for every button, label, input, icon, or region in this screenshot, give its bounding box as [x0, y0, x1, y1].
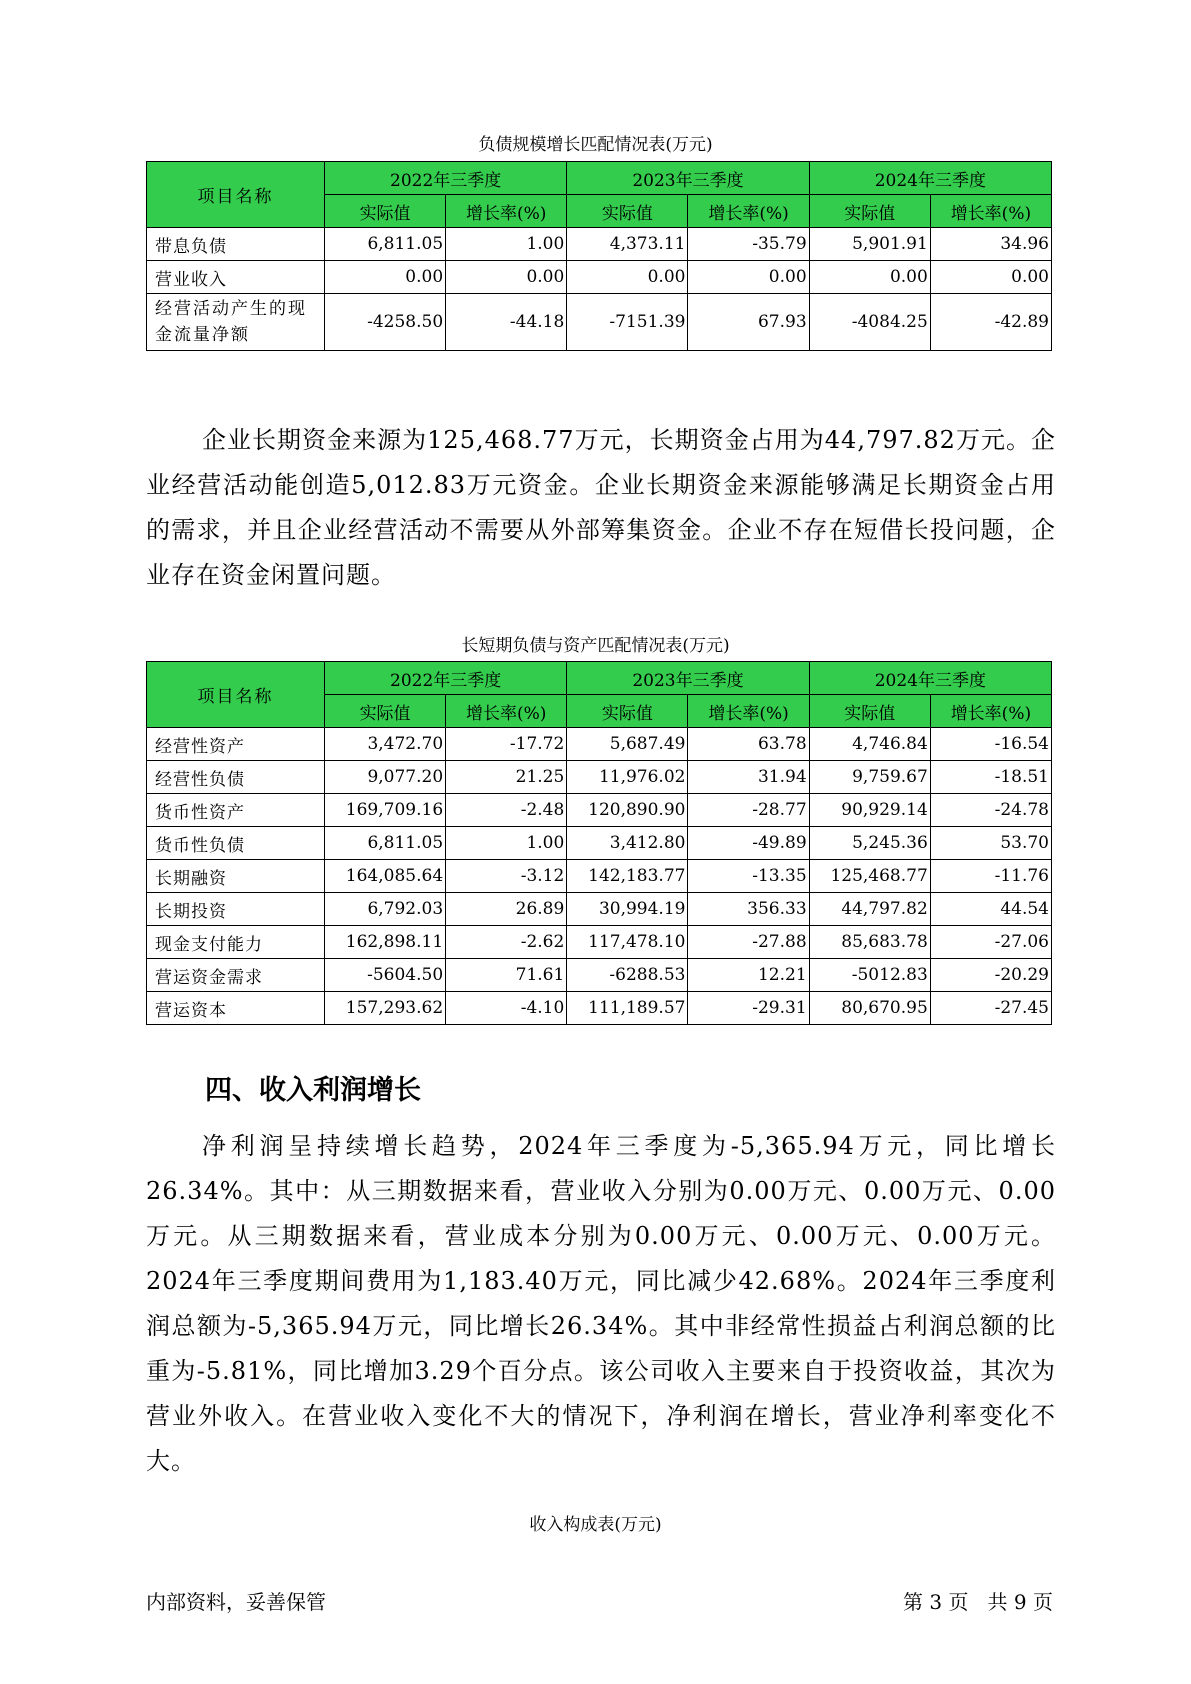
cell-value: 53.70 — [930, 827, 1051, 860]
cell-value: -44.18 — [446, 294, 567, 351]
cell-value: 0.00 — [809, 261, 930, 294]
period-header: 2023年三季度 — [567, 162, 809, 195]
cell-value: 6,811.05 — [324, 827, 445, 860]
cell-value: 5,687.49 — [567, 728, 688, 761]
row-label: 货币性负债 — [147, 827, 325, 860]
row-label: 营业收入 — [147, 261, 325, 294]
cell-value: -2.48 — [446, 794, 567, 827]
cell-value: 5,245.36 — [809, 827, 930, 860]
table-row — [147, 992, 1052, 1025]
cell-value: 142,183.77 — [567, 860, 688, 893]
cell-value: -42.89 — [930, 294, 1051, 351]
cell-value: 67.93 — [688, 294, 809, 351]
cell-value: -27.88 — [688, 926, 809, 959]
cell-value: -4084.25 — [809, 294, 930, 351]
table-row — [147, 794, 1052, 827]
cell-value: 0.00 — [567, 261, 688, 294]
cell-value: 85,683.78 — [809, 926, 930, 959]
period-header: 2024年三季度 — [809, 662, 1051, 695]
cell-value: 9,759.67 — [809, 761, 930, 794]
cell-value: 80,670.95 — [809, 992, 930, 1025]
cell-value: 11,976.02 — [567, 761, 688, 794]
table-row — [147, 860, 1052, 893]
cell-value: 4,373.11 — [567, 228, 688, 261]
row-label: 经营性负债 — [147, 761, 325, 794]
cell-value: -27.06 — [930, 926, 1051, 959]
cell-value: -29.31 — [688, 992, 809, 1025]
row-label: 带息负债 — [147, 228, 325, 261]
cell-value: 1.00 — [446, 827, 567, 860]
period-header: 2022年三季度 — [324, 662, 566, 695]
cell-value: -4.10 — [446, 992, 567, 1025]
debt-asset-matching-table — [146, 661, 1052, 1025]
cell-value: -20.29 — [930, 959, 1051, 992]
cell-value: 4,746.84 — [809, 728, 930, 761]
cell-value: -24.78 — [930, 794, 1051, 827]
cell-value: 9,077.20 — [324, 761, 445, 794]
period-header: 2022年三季度 — [324, 162, 566, 195]
cell-value: -16.54 — [930, 728, 1051, 761]
cell-value: 0.00 — [688, 261, 809, 294]
cell-value: 44,797.82 — [809, 893, 930, 926]
cell-value: 34.96 — [930, 228, 1051, 261]
actual-value-header: 实际值 — [324, 195, 445, 228]
table3-caption: 收入构成表(万元) — [529, 1515, 662, 1535]
cell-value: -2.62 — [446, 926, 567, 959]
actual-value-header: 实际值 — [809, 195, 930, 228]
cell-value: 12.21 — [688, 959, 809, 992]
row-label: 长期投资 — [147, 893, 325, 926]
row-label: 经营性资产 — [147, 728, 325, 761]
item-name-header: 项目名称 — [147, 662, 325, 728]
actual-value-header: 实际值 — [809, 695, 930, 728]
cell-value: 31.94 — [688, 761, 809, 794]
cell-value: 111,189.57 — [567, 992, 688, 1025]
cell-value: -5604.50 — [324, 959, 445, 992]
growth-rate-header: 增长率(%) — [688, 195, 809, 228]
cell-value: -6288.53 — [567, 959, 688, 992]
cell-value: 0.00 — [446, 261, 567, 294]
table-row — [147, 228, 1052, 261]
table2-caption: 长短期负债与资产匹配情况表(万元) — [461, 636, 730, 656]
period-header: 2023年三季度 — [567, 662, 809, 695]
cell-value: 44.54 — [930, 893, 1051, 926]
cell-value: -17.72 — [446, 728, 567, 761]
cell-value: -13.35 — [688, 860, 809, 893]
cell-value: 356.33 — [688, 893, 809, 926]
actual-value-header: 实际值 — [324, 695, 445, 728]
cell-value: -35.79 — [688, 228, 809, 261]
section-heading: 四、收入利润增长 — [205, 1075, 421, 1106]
actual-value-header: 实际值 — [567, 695, 688, 728]
cell-value: 26.89 — [446, 893, 567, 926]
table-row — [147, 261, 1052, 294]
footer-confidential: 内部资料，妥善保管 — [146, 1590, 326, 1614]
row-label: 长期融资 — [147, 860, 325, 893]
cell-value: -3.12 — [446, 860, 567, 893]
cell-value: -7151.39 — [567, 294, 688, 351]
row-label: 营运资本 — [147, 992, 325, 1025]
cell-value: -18.51 — [930, 761, 1051, 794]
paragraph-long-term-funds: 企业长期资金来源为125,468.77万元，长期资金占用为44,797.82万元。企业经营活动能创造5,012.83万元资金。企业长期资金来源能够满足长期资金占用的需求，并且企业经营活动不需要从外部筹集资金。企业不存在短借长投问题，企业存在资金闲置问题。 — [146, 426, 1056, 589]
cell-value: 164,085.64 — [324, 860, 445, 893]
table-row — [147, 761, 1052, 794]
growth-rate-header: 增长率(%) — [688, 695, 809, 728]
cell-value: 63.78 — [688, 728, 809, 761]
cell-value: 117,478.10 — [567, 926, 688, 959]
cell-value: 162,898.11 — [324, 926, 445, 959]
growth-rate-header: 增长率(%) — [930, 195, 1051, 228]
cell-value: 0.00 — [324, 261, 445, 294]
cell-value: 125,468.77 — [809, 860, 930, 893]
cell-value: 6,792.03 — [324, 893, 445, 926]
cell-value: -5012.83 — [809, 959, 930, 992]
table-row — [147, 959, 1052, 992]
table-row — [147, 728, 1052, 761]
cell-value: 120,890.90 — [567, 794, 688, 827]
table-row — [147, 926, 1052, 959]
growth-rate-header: 增长率(%) — [446, 695, 567, 728]
row-label: 货币性资产 — [147, 794, 325, 827]
paragraph-income-profit: 净利润呈持续增长趋势，2024年三季度为-5,365.94万元，同比增长26.34%。其中：从三期数据来看，营业收入分别为0.00万元、0.00万元、0.00万元。从三期数据来看，营业成本分别为0.00万元、0.00万元、0.00万元。2024年三季度期间费用为1,183.40万元，同比减少42.68%。2024年三季度利润总额为-5,365.94万元，同比增长26.34%。其中非经常性损益占利润总额的比重为-5.81%，同比增加3.29个百分点。该公司收入主要来自于投资收益，其次为营业外收入。在营业收入变化不大的情况下，净利润在增长，营业净利率变化不大。 — [146, 1132, 1056, 1475]
row-label: 经营活动产生的现金流量净额 — [147, 294, 325, 351]
cell-value: 169,709.16 — [324, 794, 445, 827]
cell-value: -4258.50 — [324, 294, 445, 351]
growth-rate-header: 增长率(%) — [446, 195, 567, 228]
period-header: 2024年三季度 — [809, 162, 1051, 195]
footer-page-number: 第 3 页 共 9 页 — [903, 1590, 1053, 1614]
growth-rate-header: 增长率(%) — [930, 695, 1051, 728]
table-row — [147, 827, 1052, 860]
table1-caption: 负债规模增长匹配情况表(万元) — [478, 135, 713, 155]
cell-value: -11.76 — [930, 860, 1051, 893]
actual-value-header: 实际值 — [567, 195, 688, 228]
cell-value: -28.77 — [688, 794, 809, 827]
cell-value: 71.61 — [446, 959, 567, 992]
table-row — [147, 294, 1052, 351]
row-label: 营运资金需求 — [147, 959, 325, 992]
cell-value: 3,472.70 — [324, 728, 445, 761]
cell-value: 90,929.14 — [809, 794, 930, 827]
row-label: 现金支付能力 — [147, 926, 325, 959]
cell-value: 0.00 — [930, 261, 1051, 294]
cell-value: 3,412.80 — [567, 827, 688, 860]
cell-value: 5,901.91 — [809, 228, 930, 261]
cell-value: 6,811.05 — [324, 228, 445, 261]
cell-value: 30,994.19 — [567, 893, 688, 926]
cell-value: -27.45 — [930, 992, 1051, 1025]
cell-value: 21.25 — [446, 761, 567, 794]
item-name-header: 项目名称 — [147, 162, 325, 228]
cell-value: 157,293.62 — [324, 992, 445, 1025]
debt-scale-growth-table — [146, 161, 1052, 351]
cell-value: -49.89 — [688, 827, 809, 860]
table-row — [147, 893, 1052, 926]
cell-value: 1.00 — [446, 228, 567, 261]
